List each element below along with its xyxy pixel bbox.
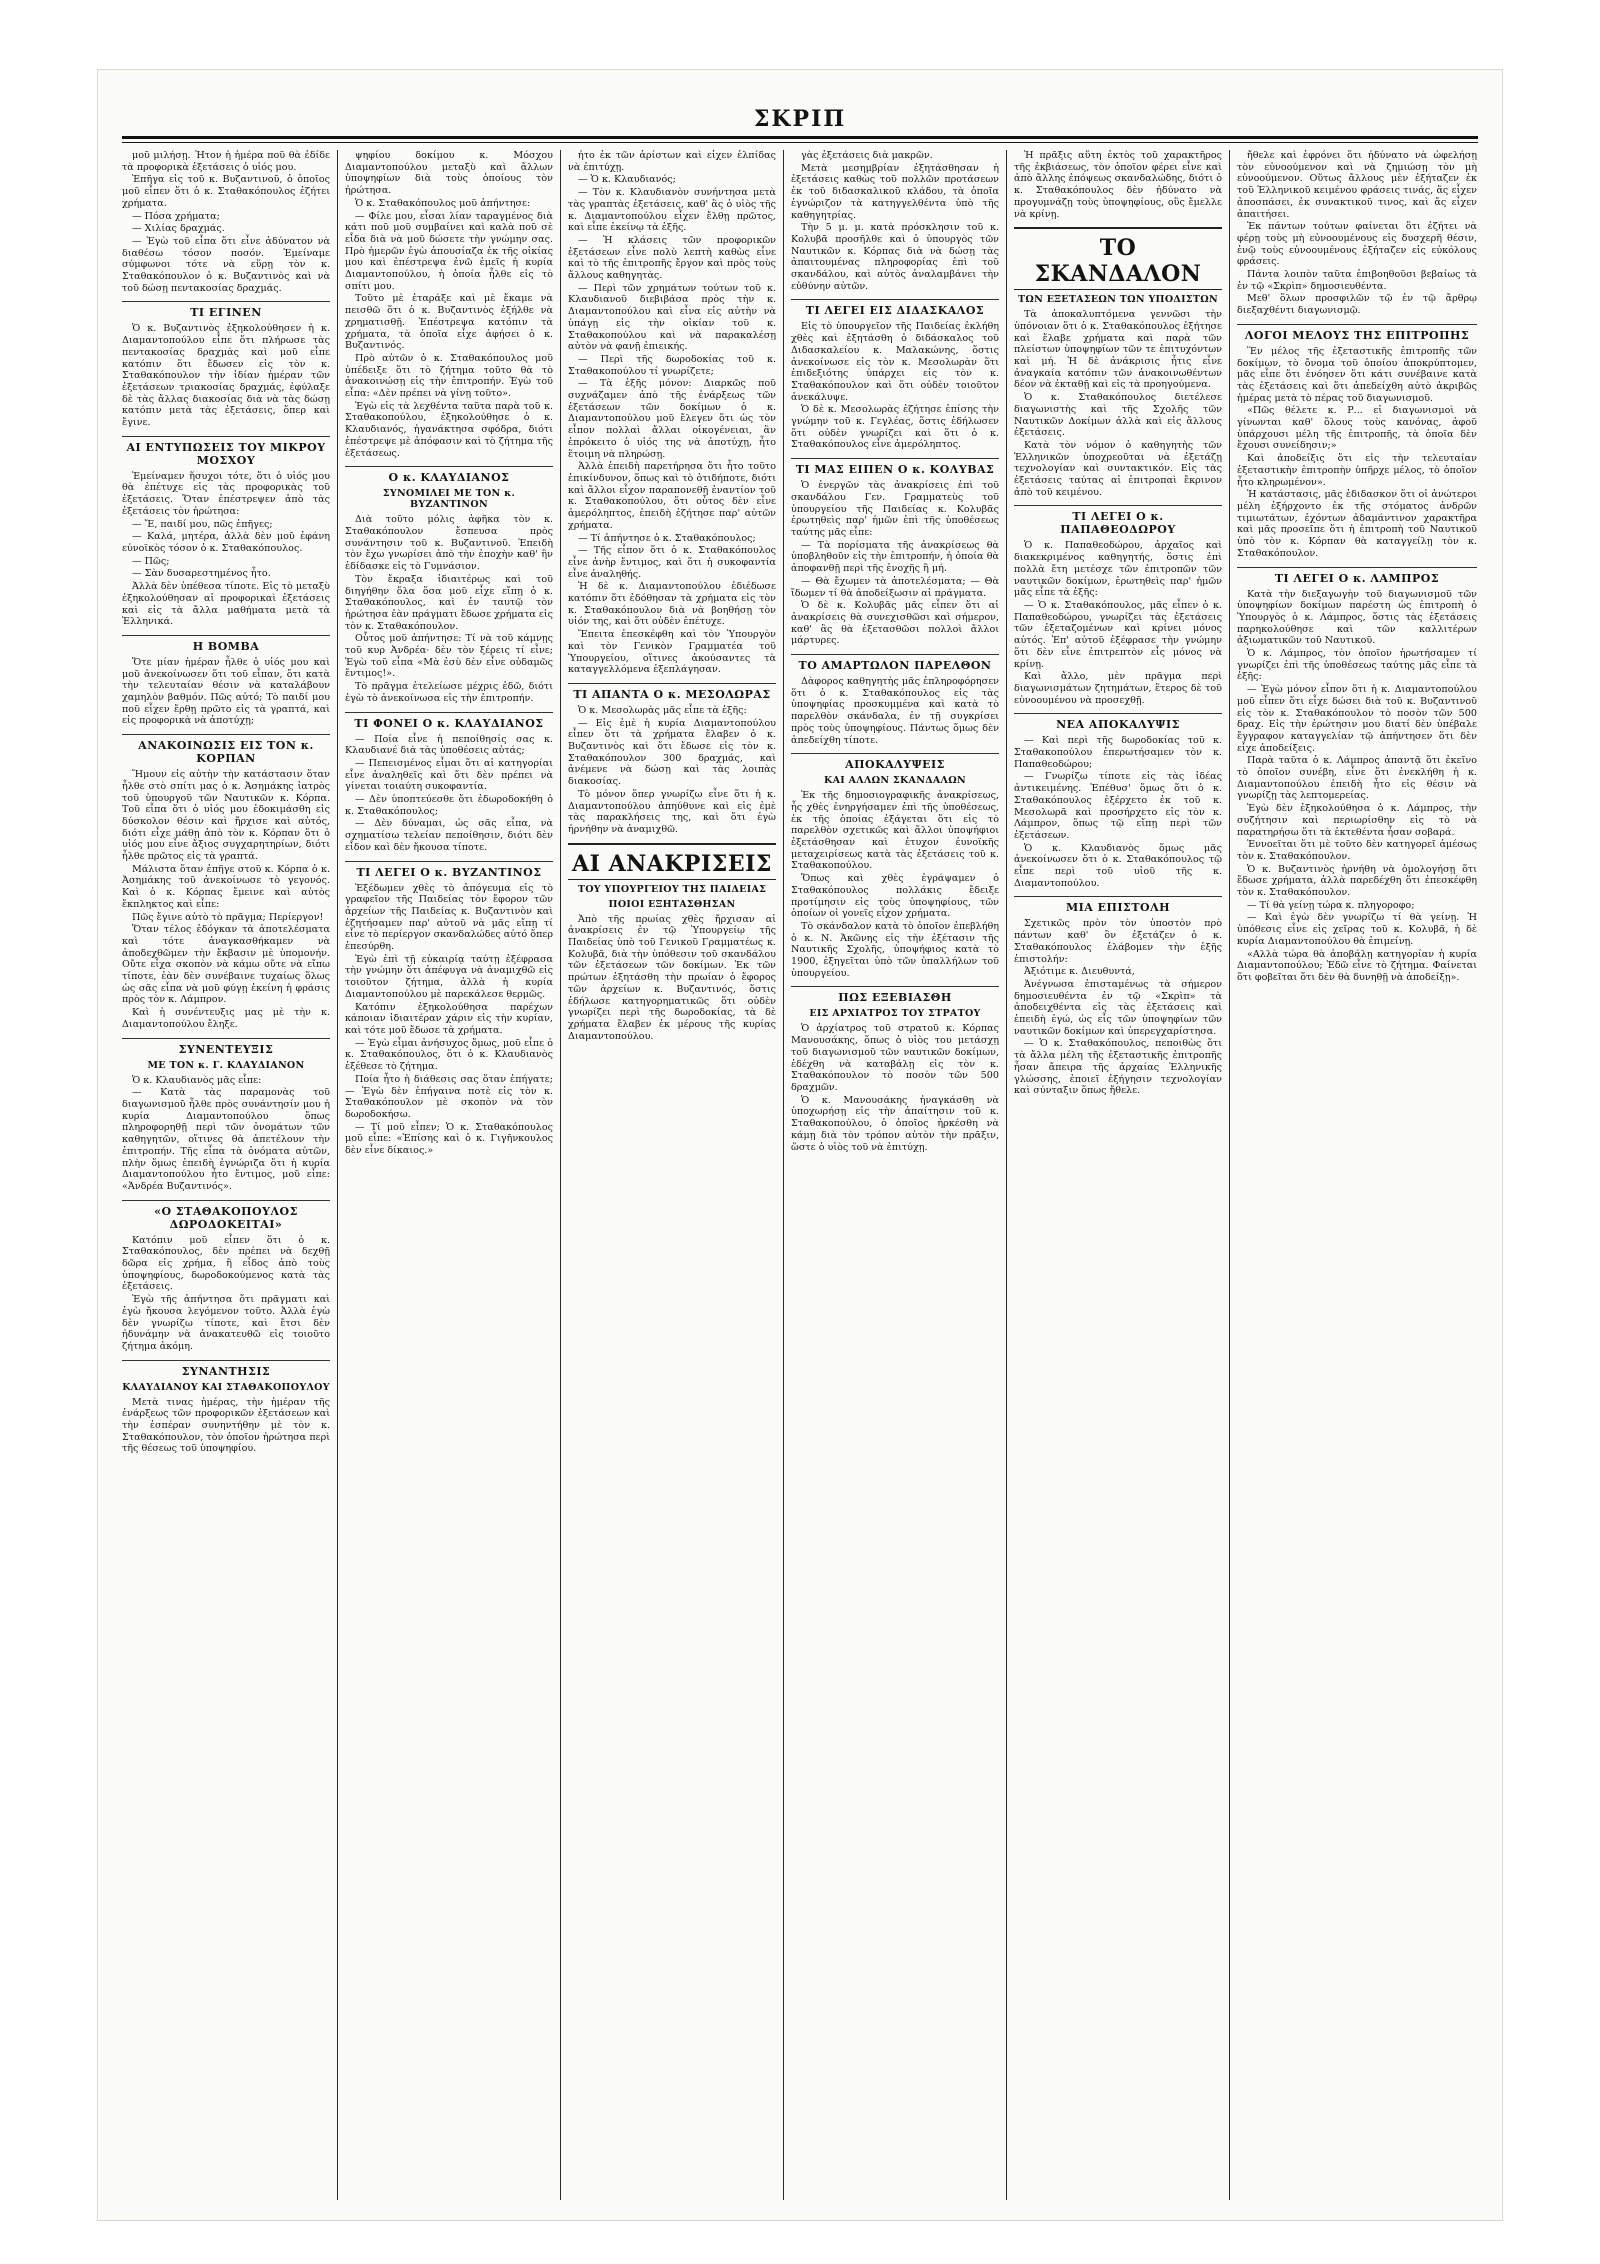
article-paragraph: Εἰς τὸ ὑπουργεῖον τῆς Παιδείας ἐκλήθη χθὲς καὶ ἐξητάσθη ὁ διδάσκαλος τοῦ Διδασκαλείου κ. Μαλακώνης, ὅστις ἀνεκοίνωσε εἰς τὸν κ. Μεσολωρὰν ὅτι ἐπιδεξιότης ὑπάρχει εἰς τὸν κ. Σταθακόπουλον καὶ ὅτι οὐδὲν τοιοῦτον ἀνεκάλυψε.: [791, 321, 999, 403]
article-paragraph: Κατόπιν ἐξηκολούθησα παρέχων κάποιαν ἰδιαιτέραν χάριν εἰς τὴν κυρίαν, καὶ τότε μοῦ ἔδωσε τὰ χρήματα.: [345, 1001, 553, 1036]
section-subheadline: ΕΙΣ ΑΡΧΙΑΤΡΟΣ ΤΟΥ ΣΤΡΑΤΟΥ: [809, 1008, 981, 1020]
article-paragraph: Διὰ τοῦτο μόλις ἀφῆκα τὸν κ. Σταθακόπουλον ἔσπευσα πρὸς συνάντησιν τοῦ κ. Βυζαντινοῦ. Ἐπειδὴ τὸν ἔχω γνωρίσει ἀπὸ τὴν ἐποχὴν καθ' ἣν ἐδίδασκε εἰς τὸ Γυμνάσιον.: [345, 514, 553, 573]
section-headline: ΝΕΑ ΑΠΟΚΑΛΥΨΙΣ: [1014, 713, 1222, 731]
article-paragraph: — Γνωρίζω τίποτε εἰς τὰς ἰδέας ἀντικειμένης. Ἐπέθυσ' ὅμως ὅτι ὁ κ. Σταθακόπουλος ἐξέρχετο ἐκ τοῦ κ. Μεσολωρᾶ καὶ προσήρχετο εἰς τὸν κ. Λάμπρον, ὅπως τῷ εἴπῃ περὶ τῶν ἐξετάσεων.: [1014, 771, 1222, 841]
section-headline: ΤΟ ΑΜΑΡΤΩΛΟΝ ΠΑΡΕΛΘΟΝ: [791, 654, 999, 672]
article-paragraph: Ἀλλὰ ἐπειδὴ παρετήρησα ὅτι ἦτο τοῦτο ἐπικίνδυνον, ὅπως καὶ τὸ ὁτιδήποτε, διότι καὶ ἄλλοι εἶχον παραπονεθῆ ἐναντίον τοῦ κ. Σταθακοπούλου, ὅτι οὗτος δὲν εἶνε ἀμερόληπτος, ἐπειδὴ ἐζήτησε παρ' αὐτῶν χρήματα.: [568, 461, 776, 531]
column-6: [1237, 150, 1477, 2200]
article-paragraph: Ἤμουν εἰς αὐτὴν τὴν κατάστασιν ὅταν ἦλθε στὸ σπίτι μας ὁ κ. Ἀσημάκης ἰατρὸς τοῦ ὑπουργοῦ τῶν Ναυτικῶν κ. Κόρπα. Τοῦ εἶπα ὅτι ὁ υἱός μου ἐδοκιμάσθη εἰς δύσκολον θέσιν καὶ ἤρχισε καὶ αὐτός, διότι εἶχε μάθῃ ἀπὸ τὸν κ. Κόρπαν ὅτι ὁ υἱός μου εἶνε ἄξιος συγχαρητηρίων, διότι ἦλθε πρῶτος εἰς τὰ γραπτά.: [122, 769, 330, 863]
article-paragraph: Ὁ κ. Βυζαντινὸς ἠρνήθη νὰ ὁμολογήσῃ ὅτι ἔδωσε χρήματα, ἀλλὰ παρεδέχθη ὅτι ἐπεσκέφθη τὸν κ. Σταθακόπουλον.: [1237, 863, 1477, 899]
article-paragraph: Κατόπιν μοῦ εἶπεν ὅτι ὁ κ. Σταθακόπουλος, δὲν πρέπει νὰ δεχθῇ δῶρα εἰς χρήμα, ἢ εἶδος ἀπὸ τοὺς ὑποψηφίους, δωροδοκούμενος κατὰ τὰς ἐξετάσεις.: [122, 1234, 330, 1293]
section-subheadline: ΠΟΙΟΙ ΕΞΗΤΑΣΘΗΣΑΝ: [608, 898, 736, 910]
article-paragraph: Καὶ ἀποδείξις ὅτι εἰς τὴν τελευταίαν ἐξεταστικὴν ἐπιτροπὴν ὑπῆρχε μέλος, τὸ ὁποῖον ἦτο κληρωμένον».: [1237, 453, 1477, 488]
section-headline: «Ο ΣΤΑΘΑΚΟΠΟΥΛΟΣ ΔΩΡΟΔΟΚΕΙΤΑΙ»: [122, 1200, 330, 1231]
article-paragraph: — Τί μοῦ εἶπεν; Ὁ κ. Σταθακόπουλος μοῦ εἶπε: «Ἐπίσης καὶ ὁ κ. Γιγῆνκουλος δὲν εἶνε δίκαιος.»: [345, 1121, 553, 1157]
article-paragraph: ἤθελε καὶ ἐφρόνει ὅτι ἠδύνατο νὰ ὠφελήσῃ τὸν εὐνοούμενον καὶ νὰ ζημιώσῃ τὸν μὴ εὐνοούμενον. Οὕτως ἄλλους μὲν ἐξήταζεν ἐκ τοῦ Ἑλληνικοῦ κειμένου φράσεις τινάς, ἅς εἶχεν ἀποσπάσει, ἐκ συνακτικοῦ τινος, καὶ ἄς εἶχεν ἀπαιτήσει.: [1237, 150, 1477, 220]
article-paragraph: Ὁ δὲ κ. Μεσολωρὰς ἐζήτησε ἐπίσης τὴν γνώμην τοῦ κ. Γεγλέας, ὅστις ἐδήλωσεν ὅτι οὐδὲν γνωρίζει καὶ ὅτι ὁ κ. Σταθακόπουλος εἶνε ἀμερόληπτος.: [791, 404, 999, 451]
section-headline: ΤΙ ΛΕΓΕΙ Ο κ. ΠΑΠΑΘΕΟΔΩΡΟΥ: [1014, 505, 1222, 536]
section-headline: ΤΙ ΛΕΓΕΙ Ο κ. ΛΑΜΠΡΟΣ: [1237, 567, 1477, 585]
section-headline: ΑΙ ΑΝΑΚΡΙΣΕΙΣ: [568, 843, 776, 880]
section-headline: ΤΙ ΦΟΝΕΙ Ο κ. ΚΛΑΥΔΙΑΝΟΣ: [345, 712, 553, 730]
masthead-rule: [122, 136, 1478, 139]
section-subheadline: ΤΟΥ ΥΠΟΥΡΓΕΙΟΥ ΤΗΣ ΠΑΙΔΕΙΑΣ: [577, 883, 767, 895]
article-paragraph: «Αλλὰ τώρα θὰ ἀποβάλῃ κατηγορίαν ἡ κυρία Διαμαντοπούλου; Ἐδῶ εἶνε τὸ ζήτημα. Φαίνεται ὅτι φοβεῖται ὅτι δὲν θὰ δυνηθῇ νὰ ἀποδείξῃ».: [1237, 948, 1477, 983]
article-paragraph: — Ἐγὼ τοῦ εἶπα ὅτι εἶνε ἀδύνατον νὰ διαθέσω τόσον ποσόν. Ἐμείναμε σύμφωνοι τότε νὰ εὕρῃ τὸν κ. Σταθακόπουλον ὁ κ. Βυζαντινὸς καὶ νὰ τοῦ δώσῃ πεντακοσίας δραχμάς.: [122, 235, 330, 294]
article-paragraph: Ἐμείναμεν ἥσυχοι τότε, ὅτι ὁ υἱός μου θὰ ἐπέτυχε εἰς τὰς προφορικὰς τοῦ ἐξετάσεις. Ὅταν ἐπέστρεψεν ἀπὸ τὰς ἐξετάσεις τὸν ἠρώτησα:: [122, 470, 330, 517]
article-paragraph: Ὁ ἐνεργῶν τὰς ἀνακρίσεις ἐπὶ τοῦ σκανδάλου Γεν. Γραμματεὺς τοῦ ὑπουργείου τῆς Παιδείας κ. Κολυβᾶς ἐρωτηθεὶς παρ' ἡμῶν ἐπὶ τῆς ὑποθέσεως ταύτης μᾶς εἶπε:: [791, 480, 999, 538]
article-paragraph: Ὁ κ. Κλαυδιανὸς μᾶς εἶπε:: [132, 1074, 262, 1086]
article-paragraph: Ἐννοεῖται ὅτι μὲ τοῦτο δὲν κατηγορεῖ ἀμέσως τὸν κ. Σταθακόπουλον.: [1237, 839, 1477, 862]
section-headline: ΜΙΑ ΕΠΙΣΤΟΛΗ: [1014, 896, 1222, 914]
column-divider: [1229, 150, 1230, 2200]
article-paragraph: — Ὁ κ. Κλαυδιανός;: [578, 174, 676, 186]
article-paragraph: Δὰφορος καθηγητὴς μᾶς ἐπληροφόρησεν ὅτι ὁ κ. Σταθακόπουλος εἰς τὰς ὑποψηφίας προσκυμμένα καὶ κατὰ τὸ παρελθὸν σκάνδαλα, ἐν τῇ συγκρίσει πρὸς τοὺς ὑποψηφίους. Πάντως ὅμως δὲν ἀπεδείχθη τίποτε.: [791, 676, 999, 746]
column-1: [122, 150, 330, 2200]
section-headline: ΛΟΓΟΙ ΜΕΛΟΥΣ ΤΗΣ ΕΠΙΤΡΟΠΗΣ: [1237, 324, 1477, 342]
article-paragraph: Ποία ἦτο ἡ διάθεσις σας ὅταν ἐπήγατε; — Ἐγὼ δὲν ἐπήγαινα ποτὲ εἰς τὸν κ. Σταθακόπουλον μὲ σκοπὸν νὰ τὸν δωροδοκήσω.: [345, 1073, 553, 1120]
article-paragraph: — Κατὰ τὰς παραμονὰς τοῦ διαγωνισμοῦ ἦλθε πρὸς συνάντησίν μου ἡ κυρία Διαμαντοπούλου ὅπως πληροφορηθῇ περὶ τῶν ὀνομάτων τῶν καθηγητῶν, οἵτινες θὰ ἀπετέλουν τὴν ἐπιτροπήν. Τῆς εἶπα τὰ ὀνόματα αὐτῶν, πλὴν ὅμως ἐπειδὴ ἐγνώριζα ὅτι ἡ κυρία Διαμαντοπούλου ἦτο ἔντιμος, μοῦ εἶπε: «Ἀνδρέα Βυζαντινός».: [122, 1087, 330, 1192]
article-paragraph: — Ὁ κ. Σταθακόπουλος, πεποιθὼς ὅτι τὰ ἄλλα μέλη τῆς ἐξεταστικῆς ἐπιτροπῆς ἦσαν ἄπειρα τῆς ἀρχαίας Ἑλληνικῆς γλώσσης, ἐποιεῖ ἐξήγησιν τεχνολογίαν καὶ σύνταξιν ὅπως ἤθελε.: [1014, 1038, 1222, 1097]
article-paragraph: Ἀξιότιμε κ. Διευθυντά,: [1024, 966, 1135, 978]
article-paragraph: Ἡ πρᾶξις αὕτη ἐκτὸς τοῦ χαρακτῆρος τῆς ἐκβιάσεως, τὸν ὁποῖον φέρει εἶνε καὶ ἀπὸ ἄλλης ἐπόψεως σκανδαλώδης, διότι ὁ κ. Σταθακόπουλος δὲν ἠδύνατο νὰ προγυμνάζῃ τοὺς ὑποψηφίους, οὓς ἔμελλε νὰ κρίνῃ.: [1014, 150, 1222, 220]
masthead-rule-thin: [122, 142, 1478, 143]
article-paragraph: Σχετικῶς πρὸν τὸν ὑποστὸν πρὸ πάντων καθ' ὃν ἐξετάζεν ὁ κ. Σταθακόπουλος ἐλάβομεν τὴν ἑξῆς ἐπιστολήν:: [1014, 918, 1222, 965]
article-paragraph: μοῦ μιλήσῃ. Ἦτον ἡ ἡμέρα ποῦ θὰ ἐδίδε τὰ προφορικὰ ἐξετάσεις ὁ υἱός μου.: [122, 150, 330, 173]
article-paragraph: Ὁ ἀρχίατρος τοῦ στρατοῦ κ. Κόρπας Μανουσάκης, ὅπως ὁ υἱὸς του μετάσχῃ τοῦ διαγωνισμοῦ τῶν ναυτικῶν δοκίμων, ἐδέχθη νὰ καταβάλῃ εἰς τὸν κ. Σταθακόπουλον τὸ ποσὸν τῶν 500 δραχμῶν.: [791, 1023, 999, 1093]
article-paragraph: Ὁ κ. Παπαθεοδώρου, ἀρχαῖος καὶ διακεκριμένος καθηγητής, ὅστις ἐπὶ πολλὰ ἔτη μετέσχε τῶν ἐπιτροπῶν τῶν ναυτικῶν δοκίμων, ἐρωτηθεὶς παρ' ἡμῶν μᾶς εἶπε τὰ ἑξῆς:: [1014, 540, 1222, 599]
section-headline: ΑΝΑΚΟΙΝΩΣΙΣ ΕΙΣ ΤΟΝ κ. ΚΟΡΠΑΝ: [122, 734, 330, 765]
article-paragraph: Μετὰ μεσημβρίαν ἐξητάσθησαν ἡ ἐξετάσεις καθὼς τοῦ πολλῶν προτάσεων ἐκ τοῦ διδασκαλικοῦ κλάδου, τὰ ὁποῖα ἐγνώριζον τὰ κατηγγελθέντα ὑπὸ τῆς καθηγητρίας.: [791, 162, 999, 221]
article-paragraph: Ἀνέγνωσα ἐπισταμένως τὰ σήμερον δημοσιευθέντα ἐν τῷ «Σκρὶπ» τὰ ἀποδειχθέντα εἰς τὰς ἐξετάσεις καὶ ἐπειδὴ ἐγώ, ὡς εἷς τῶν ὑποψηφίων τῶν ναυτικῶν δοκίμων καὶ ὑπερεγχαρίστησα.: [1014, 978, 1222, 1037]
article-paragraph: Ἡ δὲ κ. Διαμαντοπούλου ἐδιέδωσε κατόπιν ὅτι ἐδόθησαν τὰ χρήματα εἰς τὸν κ. Σταθακόπουλον διὰ νὰ βοηθήσῃ τὸν υἱόν της, καὶ ὅτι οὐδὲν ἐπέτυχε.: [568, 581, 776, 628]
article-paragraph: Μάλιστα ὅταν ἐπῆγε στοῦ κ. Κόρπα ὁ κ. Ἀσημάκης τοῦ ἀνεκοίνωσε τὸ γεγονός. Καὶ ὁ κ. Κόρπας ἔμεινε καὶ αὐτὸς ἔκπληκτος καὶ εἶπε:: [122, 863, 330, 910]
article-paragraph: — Ἡ κλάσεις τῶν προφορικῶν ἐξετάσεων εἶνε πολὺ λεπτὴ καθὼς εἶνε καὶ τὸ τῆς ἐπιτροπῆς ἔργον καὶ πρὸς τοὺς ἄλλους καθηγητὰς.: [568, 234, 776, 282]
article-paragraph: Ἐγὼ ἐπὶ τῇ εὐκαιρίᾳ ταύτῃ ἐξέφρασα τὴν γνώμην ὅτι ἀπέφυγα νὰ ἀναμιχθῶ εἰς τοιοῦτον ζήτημα, ἀλλὰ ἡ κυρία Διαμαντοπούλου μὲ παρεκάλεσε θερμῶς.: [345, 953, 553, 1000]
article-paragraph: γὰς ἐξετάσεις διὰ μακρῶν.: [801, 150, 933, 161]
column-divider: [560, 150, 561, 2200]
article-paragraph: Κατὰ τὸν νόμον ὁ καθηγητὴς τῶν Ἑλληνικῶν ὑποχρεοῦται νὰ ἐξετάζῃ τεχνολογίαν καὶ συντακτικόν. Εἰς τὰς ἐξετάσεις ταύτας αἱ ἐπιτροπαὶ ἔκρινον ἀπὸ τοῦ κειμένου.: [1014, 439, 1222, 498]
article-paragraph: — Δὲν ὑποπτεύεσθε ὅτι ἐδωροδοκήθη ὁ κ. Σταθακόπουλος;: [345, 794, 553, 817]
masthead: ΣΚΡΙΠ: [753, 106, 847, 132]
article-paragraph: Ὁ κ. Κλαυδιανὸς ὅμως μᾶς ἀνεκοίνωσεν ὅτι ὁ κ. Σταθακόπουλος τῷ εἶπε περὶ τοῦ υἱοῦ τῆς κ. Διαμαντοπούλου.: [1014, 842, 1222, 889]
article-paragraph: Ἐγὼ τῆς ἀπήντησα ὅτι πρᾶγματι καὶ ἐγὼ ἤκουσα λεγόμενον τοῦτο. Ἀλλὰ ἐγὼ δὲν γνωρίζω τίποτε, καὶ ἔτσι δὲν ἠδυνάμην νὰ ἀνακατευθῶ εἰς τοιοῦτο ζήτημα ἀκόμη.: [122, 1294, 330, 1352]
section-headline: ΤΙ ΜΑΣ ΕΙΠΕΝ Ο κ. ΚΟΛΥΒΑΣ: [791, 458, 999, 476]
article-paragraph: — Ἔ, παιδί μου, πῶς ἐπῆγες;: [132, 518, 273, 530]
article-paragraph: Ὅταν τέλος ἐδόγκαν τὰ ἀποτελέσματα καὶ τότε ἀναγκασθήκαμεν νὰ ἀποδεχθῶμεν τὴν ἔκβασιν μὲ ὑπομονήν. Οὔτε εἶχα σκοπὸν νὰ κάμω οὔτε νὰ εἴπω τίποτε, ἐὰν δὲν συνέβαινε τυχαίως ὅλως ὡς σᾶς εἶπα νὰ μοῦ φύγῃ ἐκείνη ἡ φράσις πρὸς τὸν κ. Λάμπρον.: [122, 924, 330, 1006]
article-paragraph: Ὅπως καὶ χθὲς ἐγράψαμεν ὁ Σταθακόπουλος πολλάκις ἔδειξε προτίμησιν εἰς τοὺς ὑποψηφίους, τῶν ὁποίων οἱ γονεῖς εἶχον χρήματα.: [791, 873, 999, 920]
article-paragraph: Πάντα λοιπὸν ταῦτα ἐπιβοηθοῦσι βεβαίως τὰ ἐν τῷ «Σκρὶπ» δημοσιευθέντα.: [1237, 269, 1477, 292]
section-headline: ΤΙ ΕΓΙΝΕΝ: [122, 301, 330, 319]
article-paragraph: ἦτο ἐκ τῶν ἀρίστων καὶ εἶχεν ἐλπίδας νὰ ἐπιτύχῃ.: [568, 150, 776, 173]
article-paragraph: — Καλά, μητέρα, ἀλλὰ δὲν μοῦ ἐφάνη εὐνοϊκὸς τόσον ὁ κ. Σταθακόπουλος.: [122, 531, 330, 554]
section-headline: Η ΒΟΜΒΑ: [122, 635, 330, 653]
article-paragraph: Πῶς ἔγινε αὐτὸ τὸ πρᾶγμα; Περίεργον!: [132, 911, 324, 923]
article-paragraph: — Σὰν δυσαρεστημένος ἦτο.: [132, 568, 271, 580]
section-headline: ΣΥΝΑΝΤΗΣΙΣ: [122, 1360, 330, 1378]
article-paragraph: — Φίλε μου, εἶσαι λίαν ταραγμένος διὰ κάτι ποῦ μοῦ συμβαίνει καὶ καλὰ ποῦ σὲ εἶδα διὰ νὰ μοῦ δώσετε τὴν γνώμην σας. Πρὸ ἡμερῶν ἐγὼ ἀπουσίαζα ἐκ τῆς οἰκίας μου καὶ ἐπέστρεψα ἐνῶ ἐμεῖς ἡ κυρία Διαμαντοπούλου, ἡ ὁποία ἦλθε εἰς τὸ σπίτι μου.: [345, 210, 553, 292]
article-paragraph: — Δὲν δύναμαι, ὡς σᾶς εἶπα, νὰ σχηματίσω τελείαν πεποίθησιν, διότι δὲν εἶδον καὶ δὲν ἤκουσα τίποτε.: [345, 818, 553, 853]
article-paragraph: Καὶ ἄλλο, μὲν πρᾶγμα περὶ διαγωνισμάτων ζητημάτων, ἕτερος δὲ τοῦ εὐνοουμένου νὰ προσεχθῇ.: [1014, 671, 1222, 706]
article-paragraph: Τὴν 5 μ. μ. κατὰ πρόσκλησιν τοῦ κ. Κολυβᾶ προσῆλθε καὶ ὁ ὑπουργὸς τῶν Ναυτικῶν κ. Κόρπας διὰ νὰ δώσῃ τὰς ἀπαιτουμένας πληροφορίας ἐπὶ τοῦ σκανδάλου, καὶ αὐτὸς ἀναλαμβάνει τὴν εὐθύνην αὐτῶν.: [791, 222, 999, 292]
article-paragraph: — Τὸν κ. Κλαυδιανὸν συνήντησα μετὰ τὰς γραπτὰς ἐξετάσεις, καθ' ἃς ὁ υἱὸς τῆς κ. Διαμαντοπούλου εἶχεν ἔλθῃ πρῶτος, καὶ εἶπε ἐκείνῳ τὰ ἑξῆς.: [568, 187, 776, 234]
article-paragraph: — Πῶς;: [132, 555, 170, 567]
column-4: [791, 150, 999, 2200]
section-headline: Ο κ. ΚΛΑΥΔΙΑΝΟΣ: [345, 466, 553, 484]
article-paragraph: — Ἐγὼ εἶμαι ἀνήσυχος ὅμως, μοῦ εἶπε ὁ κ. Σταθακόπουλος, ὅτι ὁ κ. Κλαυδιανὸς ἐξέθεσε τὸ ζήτημα.: [345, 1037, 553, 1073]
column-2: [345, 150, 553, 2200]
article-paragraph: — Καὶ περὶ τῆς δωροδοκίας τοῦ κ. Σταθακοπούλου ἐπερωτήσαμεν τὸν κ. Παπαθεοδώρου;: [1014, 735, 1222, 770]
article-paragraph: Ἕν μέλος τῆς ἐξεταστικῆς ἐπιτροπῆς τῶν δοκίμων, τὸ ὄνομα τοῦ ὁποίου ἀποκρύπτομεν, μᾶς εἶπε ὅτι ἐνόησεν ὅτι κάτι συνέβαινε κατὰ τὰς ἐξετάσεις καὶ ὅτι ἀπεδείχθη αὐτὸ ἀκριβῶς ἡμέρας μετὰ τὸ πέρας τοῦ διαγωνισμοῦ.: [1237, 345, 1477, 404]
article-paragraph: Παρὰ ταῦτα ὁ κ. Λάμπρος ἀπαντᾷ ὅτι ἐκεῖνο τὸ ὁποῖον συνέβη, εἶνε ὅτι ἐνεκλήθη ἡ κ. Διαμαντοπούλου ἐπειδὴ ἦτο εἰς θέσιν νὰ γνωρίζῃ τὰς λεπτομερείας.: [1237, 755, 1477, 802]
article-paragraph: «Πῶς θέλετε κ. Ρ... εἰ διαγωνισμοὶ νὰ γίνωνται καθ' ὅλους τοὺς κανόνας, ἀφοῦ ὑπάρχουσι μέλη τῆς ἐπιτροπῆς, τὰ ὁποῖα δὲν ἔχουσι συνείδησιν;»: [1237, 405, 1477, 452]
article-paragraph: — Καὶ ἐγὼ δὲν γνωρίζω τί θὰ γείνῃ. Ἡ ὑπόθεσις εἶνε εἰς χεῖρας τοῦ κ. Κολυβᾶ, ἡ δὲ κυρία Διαμαντοπούλου θὰ ἐπιμείνῃ.: [1237, 912, 1477, 947]
article-paragraph: Ἐγὼ δὲν ἐξηκολούθησα ὁ κ. Λάμπρος, τὴν συζήτησιν καὶ περιωρίσθην εἰς τὸ νὰ παρατηρήσω ὅτι τὰ ἐκτεθέντα ἦσαν σοβαρά.: [1237, 803, 1477, 838]
article-paragraph: Τοῦτο μὲ ἐταράξε καὶ μὲ ἔκαμε νὰ πεισθῶ ὅτι ὁ κ. Βυζαντινὸς ἐξήλθε νὰ χρηματισθῇ. Ἐπέστρεψα κατόπιν τὰ χρήματα, τὰ ὁποῖα εἶχε ἀφήσει ὁ κ. Βυζαντινός.: [345, 293, 553, 352]
article-paragraph: Ἀπὸ τῆς πρωίας χθὲς ἤρχισαν αἱ ἀνακρίσεις ἐν τῷ Ὑπουργείῳ τῆς Παιδείας ὑπὸ τοῦ Γενικοῦ Γραμματέως κ. Κολυβᾶ, διὰ τὴν ὑπόθεσιν τοῦ σκανδάλου τῶν ἐξετάσεων τῶν δοκίμων. Ἐκ τῶν πρώτων ἐξητάσθη τὴν πρωίαν ὁ ἔφορος τῶν ἀρχείων κ. Βυζαντινός, ὅστις ἐδήλωσε κατηγορηματικῶς ὅτι οὐδὲν γνωρίζει περὶ τῆς δωροδοκίας, τὰ δὲ χρήματα ἔλαβεν ἐκ μέρους τῆς κυρίας Διαμαντοπούλου.: [568, 913, 776, 1042]
article-paragraph: — Περὶ τῶν χρημάτων τούτων τοῦ κ. Κλαυδιανοῦ διεβιβάσα πρὸς τὴν κ. Διαμαντοπούλου καὶ εἶνα εἰς αὐτὴν νὰ ὑπάγῃ εἰς τὴν οἰκίαν τοῦ κ. Σταθακοπούλου καὶ νὰ παρακαλέσῃ αὐτὸν νὰ φανῇ ἐπιεικής.: [568, 282, 776, 353]
section-headline: ΠΩΣ ΕΞΕΒΙΑΣΘΗ: [791, 986, 999, 1004]
column-divider: [783, 150, 784, 2200]
article-paragraph: Τὸ σκάνδαλον κατὰ τὸ ὁποῖον ἐπεβλήθη ὁ κ. Ν. Ἀκῶνης εἰς τὴν ἐξέτασιν τῆς Ναυτικῆς Σχολῆς, ὑποψήφιος κατὰ τὸ 1900, ἐξηγεῖται ὑπὸ τῶν ὑπαλλήλων τοῦ ὑπουργείου.: [791, 920, 999, 979]
section-headline: ΑΠΟΚΑΛΥΨΕΙΣ: [791, 753, 999, 771]
section-headline: ΤΙ ΛΕΓΕΙ Ο κ. ΒΥΖΑΝΤΙΝΟΣ: [345, 861, 553, 879]
article-paragraph: — Πόσα χρήματα;: [132, 210, 220, 222]
article-paragraph: Ἔπειτα ἐπεσκέφθη καὶ τὸν Ὑπουργὸν καὶ τὸν Γενικὸν Γραμματέα τοῦ Ὑπουργείου, οἵτινες ἀκούσαντες τὰ καταγγελλόμενα ἐξεπλάγησαν.: [568, 629, 776, 676]
article-paragraph: Ὁ κ. Μεσολωρὰς μᾶς εἶπε τὰ ἑξῆς:: [578, 704, 747, 716]
section-subheadline: ΚΛΑΥΔΙΑΝΟΥ ΚΑΙ ΣΤΑΘΑΚΟΠΟΥΛΟΥ: [122, 1381, 330, 1393]
article-paragraph: Ὁ κ. Λάμπρος, τὸν ὁποῖον ἠρωτήσαμεν τί γνωρίζει ἐπὶ τῆς ὑποθέσεως ταύτης μᾶς εἶπε τὰ ἑξῆς:: [1237, 648, 1477, 683]
column-divider: [337, 150, 338, 2200]
article-paragraph: Ὅτε μίαν ἡμέραν ἦλθε ὁ υἱός μου καὶ μοῦ ἀνεκοίνωσεν ὅτι τοῦ εἶπαν, ὅτι κατὰ τὴν τελευταίαν θέσιν νὰ καταλάβουν χαμηλὸν βαθμόν. Πῶς αὐτό; Τὸ παιδί μου ποῦ εἶχεν ἔρθῃ πρῶτο εἰς τὰ γραπτά, καὶ εἰς προφορικὰ νὰ ἀποτύχῃ;: [122, 656, 330, 727]
article-paragraph: — Χιλίας δραχμάς.: [132, 223, 225, 235]
section-subheadline: ΚΑΙ ΑΛΛΩΝ ΣΚΑΝΔΑΛΩΝ: [824, 775, 966, 787]
article-paragraph: — Πεπεισμένος εἶμαι ὅτι αἱ κατηγορίαι εἶνε ἀναληθεῖς καὶ ὅτι δὲν πρέπει νὰ γίνεται τοιαύτη συκοφαντία.: [345, 757, 553, 793]
article-paragraph: — Θὰ ἔχωμεν τὰ ἀποτελέσματα; — Θὰ ἴδωμεν τί θὰ ἀποδείξωσιν αἱ πράγματα.: [791, 575, 999, 599]
column-3: [568, 150, 776, 2200]
article-paragraph: Ἐκ πάντων τούτων φαίνεται ὅτι ἐζήτει νὰ φέρῃ τοὺς μὴ εὐνοουμένους εἰς δυσχερῆ θέσιν, ἐνῷ τοὺς εὐνοουμένους ἐξήταζεν εἰς εὐκόλους φράσεις.: [1237, 221, 1477, 268]
article-paragraph: Πρὸ αὐτῶν ὁ κ. Σταθακόπουλος μοῦ ὑπέδειξε ὅτι τὸ ζήτημα τοῦτο θὰ τὸ ἀνακοινώσῃ εἰς τὴν ἐπιτροπήν. Ἐγὼ τοῦ εἶπα: «Δὲν πρέπει νὰ γίνῃ τοῦτο».: [345, 352, 553, 400]
article-paragraph: — Ποία εἶνε ἡ πεποίθησίς σας κ. Κλαυδιανέ διὰ τὰς ὑποθέσεις αὐτάς;: [345, 733, 553, 757]
article-paragraph: Ἡ κατάστασις, μᾶς ἐδιδασκον ὅτι οἱ ἀνώτεροι μέλη ἐξήρχοντο ἐκ τῆς στόματος ἀνδρῶν τιμιωτάτων, ἐχόντων ἀδαμάντινον χαρακτῆρα καὶ μᾶς προσεῖπε ὅτι ἡ ἐπιτροπὴ τοῦ Ναυτικοῦ ὑπὸ τὸν κ. Κόρπαν θὰ καταγγείλῃ τὸν κ. Σταθακόπουλον.: [1237, 489, 1477, 559]
section-headline: ΣΥΝΕΝΤΕΥΞΙΣ: [122, 1038, 330, 1056]
article-paragraph: ψηφίου δοκίμου κ. Μόσχου Διαμαντοπούλου μεταξὺ καὶ ἄλλων ὑποψηφίων διὰ τοὺς ὁποίους τὸν ἠρώτησα.: [345, 150, 553, 197]
article-paragraph: Μεθ' ὅλων προσφιλῶν τῷ ἐν τῷ ἄρθρῳ διεξαχθέντι διαγωνισμῷ.: [1237, 293, 1477, 317]
section-headline: ΤΟ ΣΚΑΝΔΑΛΟΝ: [1014, 227, 1222, 290]
article-paragraph: — Τῆς εἶπον ὅτι ὁ κ. Σταθακόπουλος εἶνε ἀνὴρ ἔντιμος, καὶ ὅτι ἡ συκοφαντία εἶνε ἀναληθής.: [568, 545, 776, 580]
column-5: [1014, 150, 1222, 2200]
article-paragraph: Ἐπῆγα εἰς τοῦ κ. Βυζαντινοῦ, ὁ ὁποῖος μοῦ εἶπεν ὅτι ὁ κ. Σταθακόπουλος ἐζήτει χρήματα.: [122, 174, 330, 209]
section-subheadline: ΜΕ ΤΟΝ κ. Γ. ΚΛΑΥΔΙΑΝΟΝ: [147, 1059, 305, 1071]
article-paragraph: — Τὰ πορίσματα τῆς ἀνακρίσεως θὰ ὑποβληθοῦν εἰς τὴν ἐπιτροπήν, ἡ ὁποία θὰ ἀποφανθῇ περὶ τῆς ἐνοχῆς ἢ μή.: [791, 539, 999, 575]
article-paragraph: — Ἐγὼ μόνον εἶπον ὅτι ἡ κ. Διαμαντοπούλου μοῦ εἶπεν ὅτι εἶχε δώσει διὰ τοῦ κ. Βυζαντινοῦ εἰς τὸν κ. Σταθακόπουλον τὸ ποσὸν τῶν 500 δραχ. Εἰς τὴν ἐρώτησιν μου διατί δὲν ὑπέβαλε ἔγγραφον καταγγελίαν τῷ ἀπήντησεν ὅτι δὲν εἶχε ἀποδείξεις.: [1237, 684, 1477, 754]
section-subheadline: ΤΩΝ ΕΞΕΤΑΣΕΩΝ ΤΩΝ ΥΠΟΔΙΣΤΩΝ: [1018, 294, 1218, 306]
article-paragraph: Τὸ πρᾶγμα ἐτελείωσε μέχρις ἐδῶ, διότι ἐγὼ τὸ ἀνεκοίνωσα εἰς τὴν ἐπιτροπήν.: [345, 681, 553, 704]
article-paragraph: Ὁ κ. Βυζαντινὸς ἐξηκολούθησεν ἡ κ. Διαμαντοπούλου εἶπε ὅτι πλήρωσε τὰς πεντακοσίας δραχμὰς καὶ μοῦ εἶπε κατόπιν ὅτι ἔδωσεν εἰς τὸν κ. Σταθακόπουλον τὴν ἰδίαν ἡμέραν τῶν ἐξετάσεων τριακοσίας δραχμάς, ἐφύλαξε δὲ τὰς ἄλλας διακοσίας διὰ νὰ τὰς δώσῃ κατόπιν μετὰ τὰς ἐξετάσεις, ὅπερ καὶ ἔγινε.: [122, 323, 330, 429]
article-paragraph: Ὁ κ. Μανουσάκης ἠναγκάσθη νὰ ὑποχωρήσῃ εἰς τὴν ἀπαίτησιν τοῦ κ. Σταθακοπούλου, ὁ ὁποῖος ἠρκέσθη νὰ κάμῃ διὰ τὸν τρόπον αὐτὸν τὴν πρᾶξιν, ὥστε ὁ υἱὸς τοῦ νὰ ἐπιτύχῃ.: [791, 1094, 999, 1153]
article-paragraph: Ὁ κ. Σταθακόπουλος διετέλεσε διαγωνιστὴς καὶ τῆς Σχολῆς τῶν Ναυτικῶν Δοκίμων ἀλλὰ καὶ εἰς ἄλλους ἐξετάσεις.: [1014, 392, 1222, 439]
newspaper-page: [98, 70, 1502, 2220]
article-paragraph: Τὰ ἀποκαλυπτόμενα γεννῶσι τὴν ὑπόνοιαν ὅτι ὁ κ. Σταθακόπουλος ἐξήτησε καὶ ἔλαβε χρήματα καὶ παρὰ τῶν πλείστων ὑποψηφίων τῶν τε ἐπιτυχόντων καὶ μή. Ἡ δὲ ἀνάκρισις ἦτις εἶνε ἀναγκαία κατόπιν τῶν ἀνακοινωθέντων δέον νὰ ἐκταθῇ καὶ εἰς τὰ προηγούμενα.: [1014, 309, 1222, 391]
article-paragraph: — Τί ἀπήντησε ὁ κ. Σταθακόπουλος;: [578, 532, 756, 544]
article-paragraph: — Τί θὰ γείνῃ τώρα κ. πληγοροφο;: [1247, 899, 1415, 911]
article-paragraph: Ἐξέδωμεν χθὲς τὸ ἀπόγευμα εἰς τὸ γραφεῖον τῆς Παιδείας τὸν ἔφορον τῶν ἀρχείων τῆς Παιδείας κ. Βυζαντινὸν καὶ ἐζητήσαμεν παρ' αὐτοῦ νὰ μᾶς εἴπῃ τί εἶνε τὸ περίεργον σκανδαλώδες αὐτό ὅπερ ἐπεσύρθη.: [345, 882, 553, 953]
section-headline: ΑΙ ΕΝΤΥΠΩΣΕΙΣ ΤΟΥ ΜΙΚΡΟΥ ΜΟΣΧΟΥ: [122, 436, 330, 467]
article-paragraph: Κατὰ τὴν διεξαγωγὴν τοῦ διαγωνισμοῦ τῶν ὑποψηφίων δοκίμων παρέστη ὡς ἐπιτροπὴ ὁ Ὑπουργὸς ὁ κ. Λάμπρος, ὅστις τὰς ἐξετάσεις παρηκολούθησε καὶ τῶν καλλιτέρων ἀξιωματικῶν τοῦ Ναυτικοῦ.: [1237, 588, 1477, 647]
article-paragraph: Ἐκ τῆς δημοσιογραφικῆς ἀνακρίσεως, ἧς χθὲς ἐνηργήσαμεν ἐπὶ τῆς ὑποθέσεως, ἐκ τῆς ὁποίας ἐξάγεται ὅτι εἰς τὸ παρελθὸν σχετικῶς καὶ ἄλλοι ὑποψήφιοι ἐξετάσθησαν καὶ ἐτυχον ἐυνοϊκῆς μεταχειρίσεως κατὰ τὰς ἐξετάσεις τοῦ κ. Σταθακοπούλου.: [791, 790, 999, 872]
article-paragraph: — Εἰς ἐμὲ ἡ κυρία Διαμαντοπούλου εἶπεν ὅτι τὰ χρήματα ἔλαβεν ὁ κ. Βυζαντινὸς καὶ ὅτι ἔδωσε εἰς τὸν κ. Σταθακόπουλον 300 δραχμάς, καὶ ἀνέμενε νὰ δώσῃ καὶ τὰς λοιπὰς διακοσίας.: [568, 717, 776, 788]
column-divider: [1006, 150, 1007, 2200]
article-paragraph: Ὁ κ. Σταθακόπουλος μοῦ ἀπήντησε:: [355, 197, 531, 209]
article-paragraph: — Ὁ κ. Σταθακόπουλος, μᾶς εἶπεν ὁ κ. Παπαθεοδώρου, γνωρίζει τὰς ἐξετάσεις τῶν ἐξεταζομένων καὶ κρίνει μόνος αὐτός. Ἐπ' αὐτοῦ ἐξέφρασε τὴν γνώμην ὅτι δὲν εἶνε ἐπιτρεπτὸν εἷς μόνος νὰ κρίνῃ.: [1014, 599, 1222, 670]
article-paragraph: Καὶ ἡ συνέντευξις μας μὲ τὴν κ. Διαμαντοπούλου ἔληξε.: [122, 1007, 330, 1030]
section-subheadline: ΣΥΝΟΜΙΛΕΙ ΜΕ ΤΟΝ κ. ΒΥΖΑΝΤΙΝΟΝ: [382, 488, 516, 511]
article-paragraph: Μετὰ τινας ἡμέρας, τὴν ἡμέραν τῆς ἐνάρξεως τῶν προφορικῶν ἐξετάσεων καὶ τὴν ἑσπέραν συνηντήθην μὲ τὸν κ. Σταθακόπουλον, τὸν ὁποῖον ἠρώτησα περὶ τῆς θέσεως τοῦ ὑποψηφίου.: [122, 1396, 330, 1455]
article-paragraph: Ἐγὼ εἰς τὰ λεχθέντα ταῦτα παρὰ τοῦ κ. Σταθακοπούλου, ἐξηκολούθησε ὁ κ. Κλαυδιανός, ἠγανάκτησα σφόδρα, διότι ἐπέστρεψε μὲ ἀπόφασιν καὶ τὸ ζήτημα τῆς ἐξετάσεως.: [345, 400, 553, 459]
article-paragraph: — Περὶ τῆς δωροδοκίας τοῦ κ. Σταθακοπούλου τί γνωρίζετε;: [568, 353, 776, 377]
article-paragraph: Ἀλλὰ δὲν ὑπέθεσα τίποτε. Εἰς τὸ μεταξὺ ἐξηκολούθησαν αἱ προφορικαὶ ἐξετάσεις καὶ εἰς τὰ ἄλλα μαθήματα μετὰ τὰ Ἑλληνικά.: [122, 581, 330, 628]
article-paragraph: Τὸν ἔκραξα ἰδιαιτέρως καὶ τοῦ διηγήθην ὅλα ὅσα μοῦ εἶχε εἴπῃ ὁ κ. Σταθακόπουλος, καὶ ἐν ταυτῷ τὸν ἠρώτησα ἐὰν πράγματι ἔδωσε χρήματα εἰς τὸν κ. Σταθακόπουλον.: [345, 573, 553, 632]
article-paragraph: — Τὰ ἑξῆς μόνον: Διαρκῶς ποῦ συχνάζαμεν ἀπὸ τῆς ἐνάρξεως τῶν ἐξετάσεων τῶν δοκίμων ὁ κ. Διαμαντοπούλου μοῦ ἔλεγεν ὅτι ὡς τὸν εἶπον πολλαὶ ἄλλαι οἰκογένειαι, ἂν ἐπρόκειτο ὁ υἱός της νὰ ἀποτύχῃ, ἦτο ἕτοιμη νὰ πληρώσῃ.: [568, 378, 776, 460]
article-paragraph: Ὁ δὲ κ. Κολυβᾶς μᾶς εἶπεν ὅτι αἱ ἀνακρίσεις θὰ συνεχισθῶσι καὶ σήμερον, καθ' ἃς θὰ ἐξετασθῶσι πολλοὶ ἄλλοι μάρτυρες.: [791, 600, 999, 647]
section-headline: ΤΙ ΛΕΓΕΙ ΕΙΣ ΔΙΔΑΣΚΑΛΟΣ: [791, 299, 999, 317]
article-paragraph: Οὗτος μοῦ ἀπήντησε: Τί νὰ τοῦ κάμνῃς τοῦ κυρ Ἀνδρέα· δὲν τὸν ξέρεις τί εἶνε; Ἐγὼ τοῦ εἶπα «Μὰ ἐσὺ δὲν εἶνε οὐδαμῶς ἔντιμος!».: [345, 633, 553, 680]
section-headline: ΤΙ ΑΠΑΝΤΑ Ο κ. ΜΕΣΟΛΩΡΑΣ: [568, 683, 776, 701]
article-paragraph: Τὸ μόνον ὅπερ γνωρίζω εἶνε ὅτι ἡ κ. Διαμαντοπούλου ἀπηύθυνε καὶ εἰς ἐμὲ τὰς παρακλήσεις της, καὶ ὅτι ἐγὼ ἠρνήθην νὰ ἀναμιχθῶ.: [568, 788, 776, 835]
